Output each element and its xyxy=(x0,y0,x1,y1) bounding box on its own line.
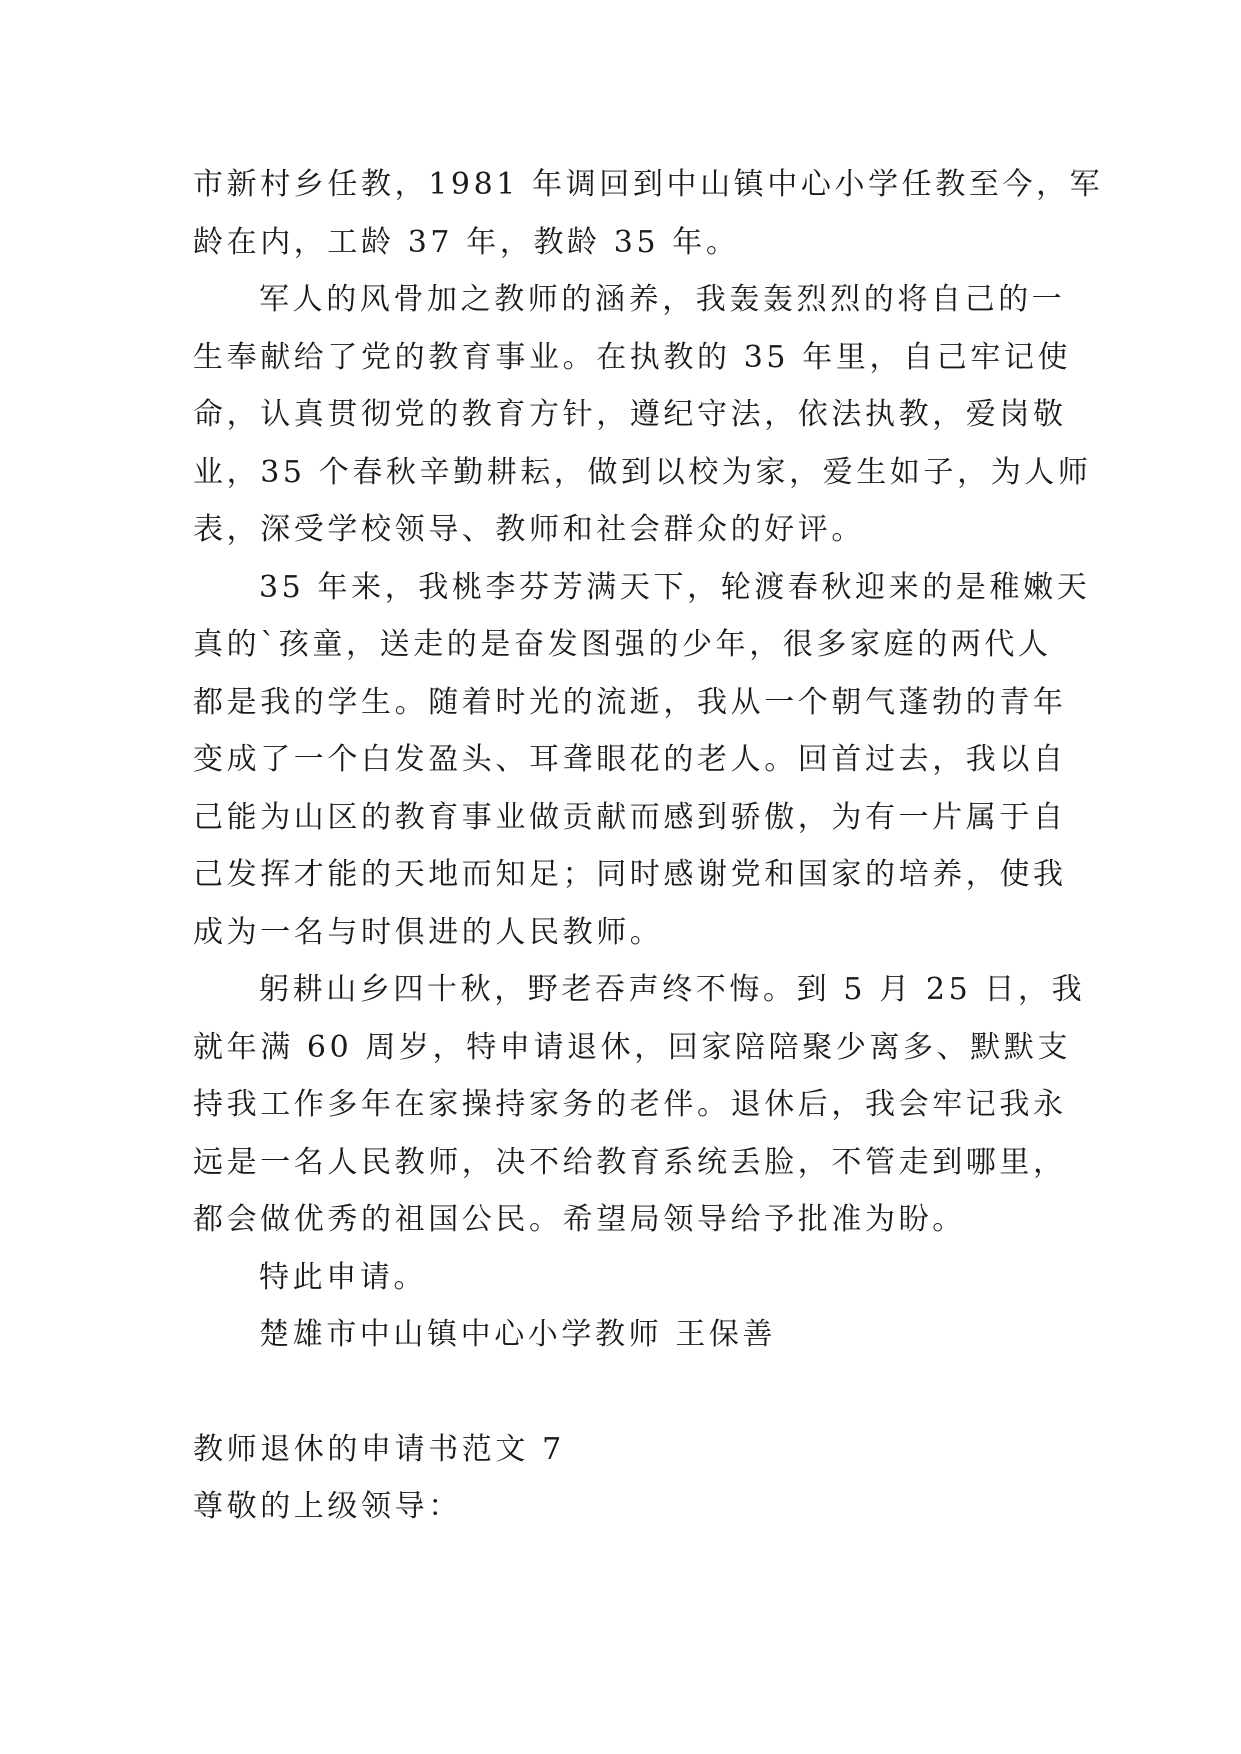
text-line: 远是一名人民教师，决不给教育系统丢脸，不管走到哪里， xyxy=(193,1144,1067,1180)
paragraph-3 xyxy=(193,559,1091,962)
text-line: 持我工作多年在家操持家务的老伴。退休后，我会牢记我永 xyxy=(193,1087,1067,1122)
text-line: 变成了一个白发盈头、耳聋眼花的老人。回首过去，我以自 xyxy=(193,742,1067,777)
signature-line xyxy=(193,1306,1073,1364)
text-line: 己发挥才能的天地而知足；同时感谢党和国家的培养，使我 xyxy=(193,857,1067,892)
text-line: 躬耕山乡四十秋，野老吞声终不悔。到 5 月 25 日，我 xyxy=(259,972,1086,1007)
text-line: 生奉献给了党的教育事业。在执教的 35 年里，自己牢记使 xyxy=(193,339,1072,375)
salutation: 尊敬的上级领导： xyxy=(193,1489,462,1524)
text-line: 成为一名与时俱进的人民教师。 xyxy=(193,914,664,950)
text-line: 命，认真贯彻党的教育方针，遵纪守法，依法执教，爱岗敬 xyxy=(193,397,1067,432)
text-line: 特此申请。 xyxy=(259,1259,427,1295)
text-line: 真的`孩童，送走的是奋发图强的少年，很多家庭的两代人 xyxy=(193,627,1052,662)
text-line: 业，35 个春秋辛勤耕耘，做到以校为家，爱生如子，为人师 xyxy=(193,454,1092,490)
signature-text: 楚雄市中山镇中心小学教师 王保善 xyxy=(259,1317,777,1352)
blank-line xyxy=(193,1364,1073,1421)
text-line: 都会做优秀的祖国公民。希望局领导给予批准为盼。 xyxy=(193,1202,966,1237)
paragraph-2 xyxy=(193,271,1092,559)
text-line: 35 年来，我桃李芬芳满天下，轮渡春秋迎来的是稚嫩天 xyxy=(259,569,1091,605)
paragraph-1 xyxy=(193,156,1104,271)
text-line: 龄在内，工龄 37 年，教龄 35 年。 xyxy=(193,224,740,260)
text-line: 军人的风骨加之教师的涵养，我轰轰烈烈的将自己的一 xyxy=(259,282,1066,317)
text-line: 市新村乡任教，1981 年调回到中山镇中心小学任教至今，军 xyxy=(193,167,1104,202)
paragraph-closing xyxy=(193,1249,1073,1307)
section-title: 教师退休的申请书范文 7 xyxy=(193,1431,565,1467)
document-body xyxy=(193,156,1104,1536)
text-line: 都是我的学生。随着时光的流逝，我从一个朝气蓬勃的青年 xyxy=(193,684,1067,720)
paragraph-4 xyxy=(193,961,1086,1249)
text-line: 己能为山区的教育事业做贡献而感到骄傲，为有一片属于自 xyxy=(193,799,1067,835)
text-line: 表，深受学校领导、教师和社会群众的好评。 xyxy=(193,512,865,547)
text-line: 就年满 60 周岁，特申请退休，回家陪陪聚少离多、默默支 xyxy=(193,1029,1072,1065)
